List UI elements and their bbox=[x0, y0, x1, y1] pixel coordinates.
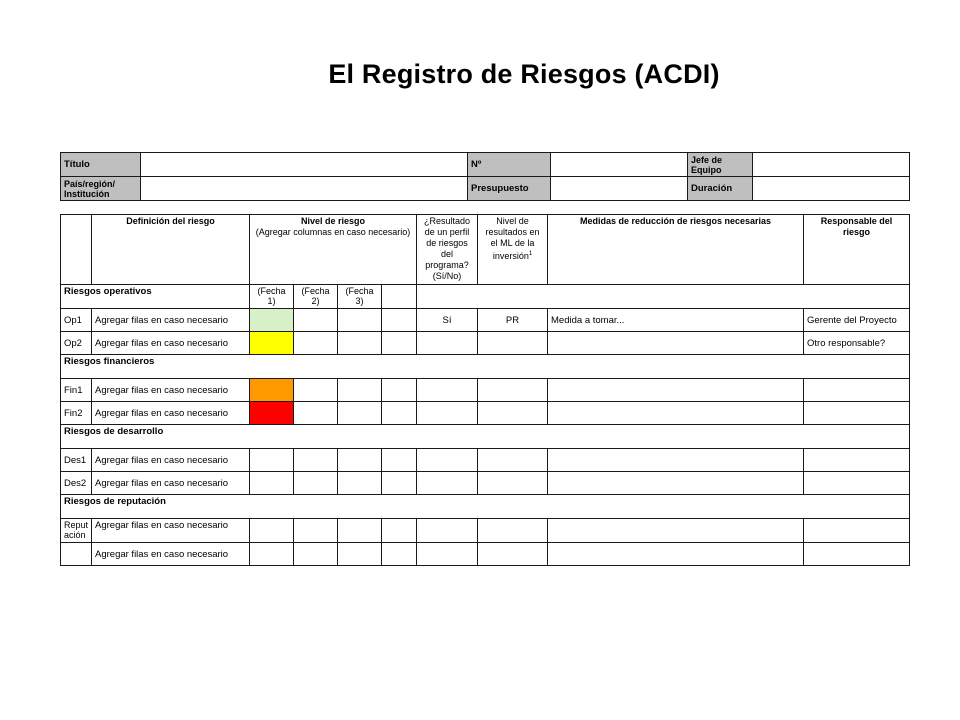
section-desarrollo: Riesgos de desarrollo bbox=[61, 425, 910, 449]
risk-level-swatch[interactable] bbox=[250, 379, 294, 402]
risk-level-swatch[interactable] bbox=[250, 309, 294, 332]
col-nivel-sub: (Agregar columnas en caso necesario) bbox=[255, 227, 411, 237]
risk-level-swatch[interactable] bbox=[250, 402, 294, 425]
pais-field[interactable] bbox=[141, 177, 468, 201]
col-nivel bbox=[250, 215, 417, 285]
col-responsable: Responsable del riesgo bbox=[804, 215, 910, 285]
table-row bbox=[61, 379, 910, 402]
risk-desc[interactable]: Agregar filas en caso necesario bbox=[92, 449, 250, 472]
risk-id: Op1 bbox=[61, 309, 92, 332]
table-row bbox=[61, 309, 910, 332]
risk-nivel-ml[interactable]: PR bbox=[478, 309, 548, 332]
risk-id: Fin1 bbox=[61, 379, 92, 402]
jefe-field[interactable] bbox=[753, 153, 910, 177]
section-financieros: Riesgos financieros bbox=[61, 355, 910, 379]
risk-id bbox=[61, 543, 92, 566]
table-row bbox=[61, 449, 910, 472]
risk-responsable[interactable]: Otro responsable? bbox=[804, 332, 910, 355]
table-row bbox=[61, 472, 910, 495]
risk-desc[interactable]: Agregar filas en caso necesario bbox=[92, 543, 250, 566]
table-row bbox=[61, 402, 910, 425]
presupuesto-label: Presupuesto bbox=[468, 177, 551, 201]
risk-desc[interactable]: Agregar filas en caso necesario bbox=[92, 402, 250, 425]
table-row bbox=[61, 332, 910, 355]
table-row bbox=[61, 543, 910, 566]
project-header-table bbox=[60, 152, 910, 201]
col-nivel-ml: Nivel de resultados en el ML de la inversión$^1$ bbox=[478, 215, 548, 285]
numero-label: Nº bbox=[468, 153, 551, 177]
risk-level-swatch[interactable] bbox=[250, 332, 294, 355]
col-resultado: ¿Resultado de un perfil de riesgos del programa? (Sí/No) bbox=[417, 215, 478, 285]
date-col-3: (Fecha 3) bbox=[338, 285, 382, 309]
risk-resultado[interactable]: Sí bbox=[417, 309, 478, 332]
table-row bbox=[61, 519, 910, 543]
risk-responsable[interactable]: Gerente del Proyecto bbox=[804, 309, 910, 332]
risk-desc[interactable]: Agregar filas en caso necesario bbox=[92, 472, 250, 495]
page-title: El Registro de Riesgos (ACDI) bbox=[328, 59, 720, 89]
pais-label: País/región/ Institución bbox=[61, 177, 141, 201]
risk-id: Op2 bbox=[61, 332, 92, 355]
risk-id: Des1 bbox=[61, 449, 92, 472]
risk-desc[interactable]: Agregar filas en caso necesario bbox=[92, 379, 250, 402]
col-definicion: Definición del riesgo bbox=[92, 215, 250, 285]
risk-id: Des2 bbox=[61, 472, 92, 495]
duracion-field[interactable] bbox=[753, 177, 910, 201]
section-reputacion: Riesgos de reputación bbox=[61, 495, 910, 519]
risk-register-table bbox=[60, 214, 910, 566]
jefe-label: Jefe de Equipo bbox=[688, 153, 753, 177]
col-medidas: Medidas de reducción de riesgos necesarias bbox=[548, 215, 804, 285]
presupuesto-field[interactable] bbox=[551, 177, 688, 201]
section-operativos: Riesgos operativos bbox=[61, 285, 250, 309]
numero-field[interactable] bbox=[551, 153, 688, 177]
date-col-2: (Fecha 2) bbox=[294, 285, 338, 309]
titulo-label: Título bbox=[61, 153, 141, 177]
risk-medida[interactable]: Medida a tomar... bbox=[548, 309, 804, 332]
date-col-1: (Fecha 1) bbox=[250, 285, 294, 309]
risk-desc[interactable]: Agregar filas en caso necesario bbox=[92, 332, 250, 355]
risk-desc[interactable]: Agregar filas en caso necesario bbox=[92, 519, 250, 543]
risk-desc[interactable]: Agregar filas en caso necesario bbox=[92, 309, 250, 332]
duracion-label: Duración bbox=[688, 177, 753, 201]
risk-id: Reput ación bbox=[61, 519, 92, 543]
risk-id: Fin2 bbox=[61, 402, 92, 425]
titulo-field[interactable] bbox=[141, 153, 468, 177]
col-nivel-title: Nivel de riesgo bbox=[300, 216, 366, 226]
